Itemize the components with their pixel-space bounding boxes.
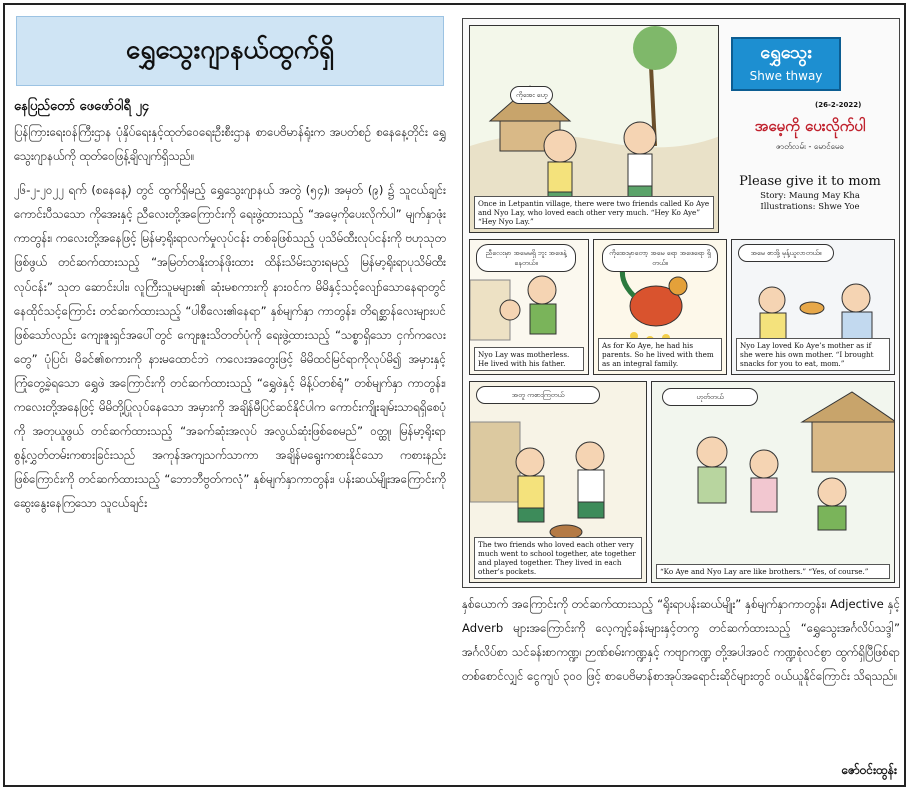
comic-panel-4 [731,239,895,375]
speech-bubble: ညီလေးမှာ အမေမရှိ ဘူး အဖေနဲ့ နေတယ်။ [476,244,576,272]
story-title-english: Please give it to mom [739,174,881,189]
comic-panel-5 [469,381,647,583]
comic-panel-3 [593,239,727,375]
panel-caption: Nyo Lay loved Ko Aye’s mother as if she were his own mother. “I brought snacks for you to eat, mom.” [736,338,890,371]
issue-date: (26-2-2022) [815,101,862,109]
comic-panel-6 [651,381,895,583]
logo-myanmar-text: ရွှေသွေး [760,42,812,63]
article-continuation: နှစ်ယောက် အကြောင်းကို တင်ဆက်ထားသည့် “ရိုးရာပန်းဆယ်မျိုး” နှစ်မျက်နှာကာတွန်း၊ Adjective နှင့် Adverb များအကြောင်းကို လေ့ကျင့်ခန်းများနှင့်တကွ တင်ဆက်ထားသည့် “ရွှေသွေးအင်္ဂလိပ်သဒ္ဒါ” အင်္ဂလိပ်စာ သင်ခန်းစာကဏ္ဍ၊ ဉာဏ်စမ်းကဏ္ဍနှင့် ကဗျာကဏ္ဍ တို့အပါအဝင် ကဏ္ဍစုံလင်စွာ ထွက်ရှိပြီဖြစ်ရာ တစ်စောင်လျှင် ငွေကျပ် ၃၀၀ ဖြင့် စာပေဗိမာန်စာအုပ်အရောင်းဆိုင်များတွင် ဝယ်ယူနိုင်ကြောင်း သိရသည်။ [462,597,900,684]
logo-english-text: Shwe thway [749,69,823,83]
article-paragraph: ပြန်ကြားရေးဝန်ကြီးဌာန ပုံနှိပ်ရေးနှင့်ထုတ်ဝေရေးဦးစီးဌာန စာပေဗိမာန်ရုံးက အပတ်စဉ် စနေနေ့တိုင်း ရွှေသွေးဂျာနယ်ကို ထုတ်ဝေဖြန့်ချိလျက်ရှိသည်။ [14,125,446,164]
story-credit-myanmar: ဇာတ်လမ်း - မောင်မေခ [776,142,844,151]
article-byline: ဇော်ဝင်းထွန်း [841,763,897,777]
story-title-myanmar: အမေ့ကို ပေးလိုက်ပါ [754,117,866,135]
speech-bubble: အမေ စားဖို့ မုန့်ယူလာတယ်။ [738,244,834,262]
panel-caption: “Ko Aye and Nyo Lay are like brothers.” “Yes, of course.” [656,564,890,579]
story-credit-english [725,191,895,213]
comic-page [462,18,900,588]
article-title: ရွှေသွေးဂျာနယ်ထွက်ရှိ [16,16,444,86]
comic-panel-1 [469,25,719,233]
speech-bubble: ကိုအေး ဟေ့ [510,86,553,104]
article-dateline: နေပြည်တော် ဖေဖော်ဝါရီ ၂၄ [14,99,150,114]
comic-panel-2 [469,239,589,375]
panel-caption: As for Ko Aye, he had his parents. So he lived with them as an integral family. [598,338,722,371]
panel-caption: The two friends who loved each other very much went to school together, ate together and played together. They lived in each other’s pockets. [474,537,642,579]
speech-bubble: အတူ ကစားကြတယ် [476,386,600,404]
panel-caption: Once in Letpantin village, there were two friends called Ko Aye and Nyo Lay, who loved each other very much. “Hey Ko Aye” “Hey Nyo Lay.” [474,196,714,229]
story-illustrator: Illustrations: Shwe Yoe [760,202,860,212]
shwe-thway-logo [731,37,841,91]
speech-bubble: ဟုတ်တယ် [662,388,758,406]
village-elders-illustration [652,382,895,583]
article-paragraph: ၂၆-၂-၂၀၂၂ ရက် (စနေနေ့) တွင် ထွက်ရှိမည့် ရွှေသွေးဂျာနယ် အတွဲ (၅၄)၊ အမှတ် (၉) ၌ သူငယ်ချင်းကောင်းပီသသော ကိုအေးနှင့် ညီလေးတို့အကြောင်းကို ရေးဖွဲ့ထားသည့် “အမေ့ကိုပေးလိုက်ပါ” မျက်နှာဖုံးကာတွန်း၊ ကလေးတို့အနေဖြင့် မြန်မာ့ရိုးရာလက်မှုလုပ်ငန်း တစ်ခုဖြစ်သည့် ပုသိမ်ထီးလုပ်ငန်းကို ဗဟုသုတဖြစ်ဖွယ် တင်ဆက်ထားသည့် “အမြတ်တနိုးတန်ဖိုးထား ထိန်းသိမ်းသွားရမည့် မြန်မာ့ရိုးရာပုသိမ်ထီးလုပ်ငန်း” သုတ ဆောင်းပါး၊ လူကြီးသူမများ၏ ဆုံးမစကားကို နားဝင်က မိမိနှင့်သင့်လျော်သောနေရာတွင် နေထိုင်သင့်ကြောင်း တင်ဆက်ထားသည့် “ပါစီလေး၏နေရာ” နှစ်မျက်နှာ ကာတွန်း၊ တိရစ္ဆာန်လေးများပင်ဖြစ်သော်လည်း ကျေးဇူးရှင်အပေါ်တွင် ကျေးဇူးသိတတ်ပုံကို ရေးဖွဲ့ထားသည့် “သစ္စာရှိသော ငှက်ကလေးတွေ” ပုံပြင်၊ မိခင်၏စကားကို နားမထောင်ဘဲ ကလေးအတွေးဖြင့် မိမိထင်မြင်ရာကိုလုပ်မိ၍ အမှားနှင့် ကြုံတွေ့ခဲ့ရသော ရွှေဖဲ အကြောင်းကို တင်ဆက်ထားသည့် “ရွှေဖဲနှင့် မိန့်ပ်တစ်ရုံ” တစ်မျက်နှာ ကာတွန်း၊ ကလေးတို့အနေဖြင့် မိမိတို့ပြုလုပ်နေသော အမှားကို အချိန်မီပြင်ဆင်နိုင်ပါက ကောင်းကျိုးချမ်းသာရရှိစေပုံကို အတုယူဖွယ် တင်ဆက်ထားသည့် “အခက်ဆုံးအလုပ် အလွယ်ဆုံးဖြစ်စေမည်” ဝတ္ထု၊ မြန်မာ့ရိုးရာ စွန့်လွှတ်တမ်းကစားခြင်းသည် အကုန်အကျသက်သာကာ အချိန်မရွေးကစားနိုင်သော ကစားနည်းဖြစ်ကြောင်းကို တင်ဆက်ထားသည့် “ဘောဘီဗွတ်ကလုံ” နှစ်မျက်နှာကာတွန်း၊ ပန်းဆယ်မျိုးအကြောင်းကို ဆွေးနွေးနေကြသော သူငယ်ချင်း [14,183,446,511]
article-body [14,120,446,780]
story-author: Story: Maung May Kha [760,191,860,201]
speech-bubble: ကိုအေးမှာတော့ အမေ ရော အဖေရော ရှိတယ်။ [602,244,718,272]
panel-caption: Nyo Lay was motherless. He lived with his father. [474,347,584,371]
